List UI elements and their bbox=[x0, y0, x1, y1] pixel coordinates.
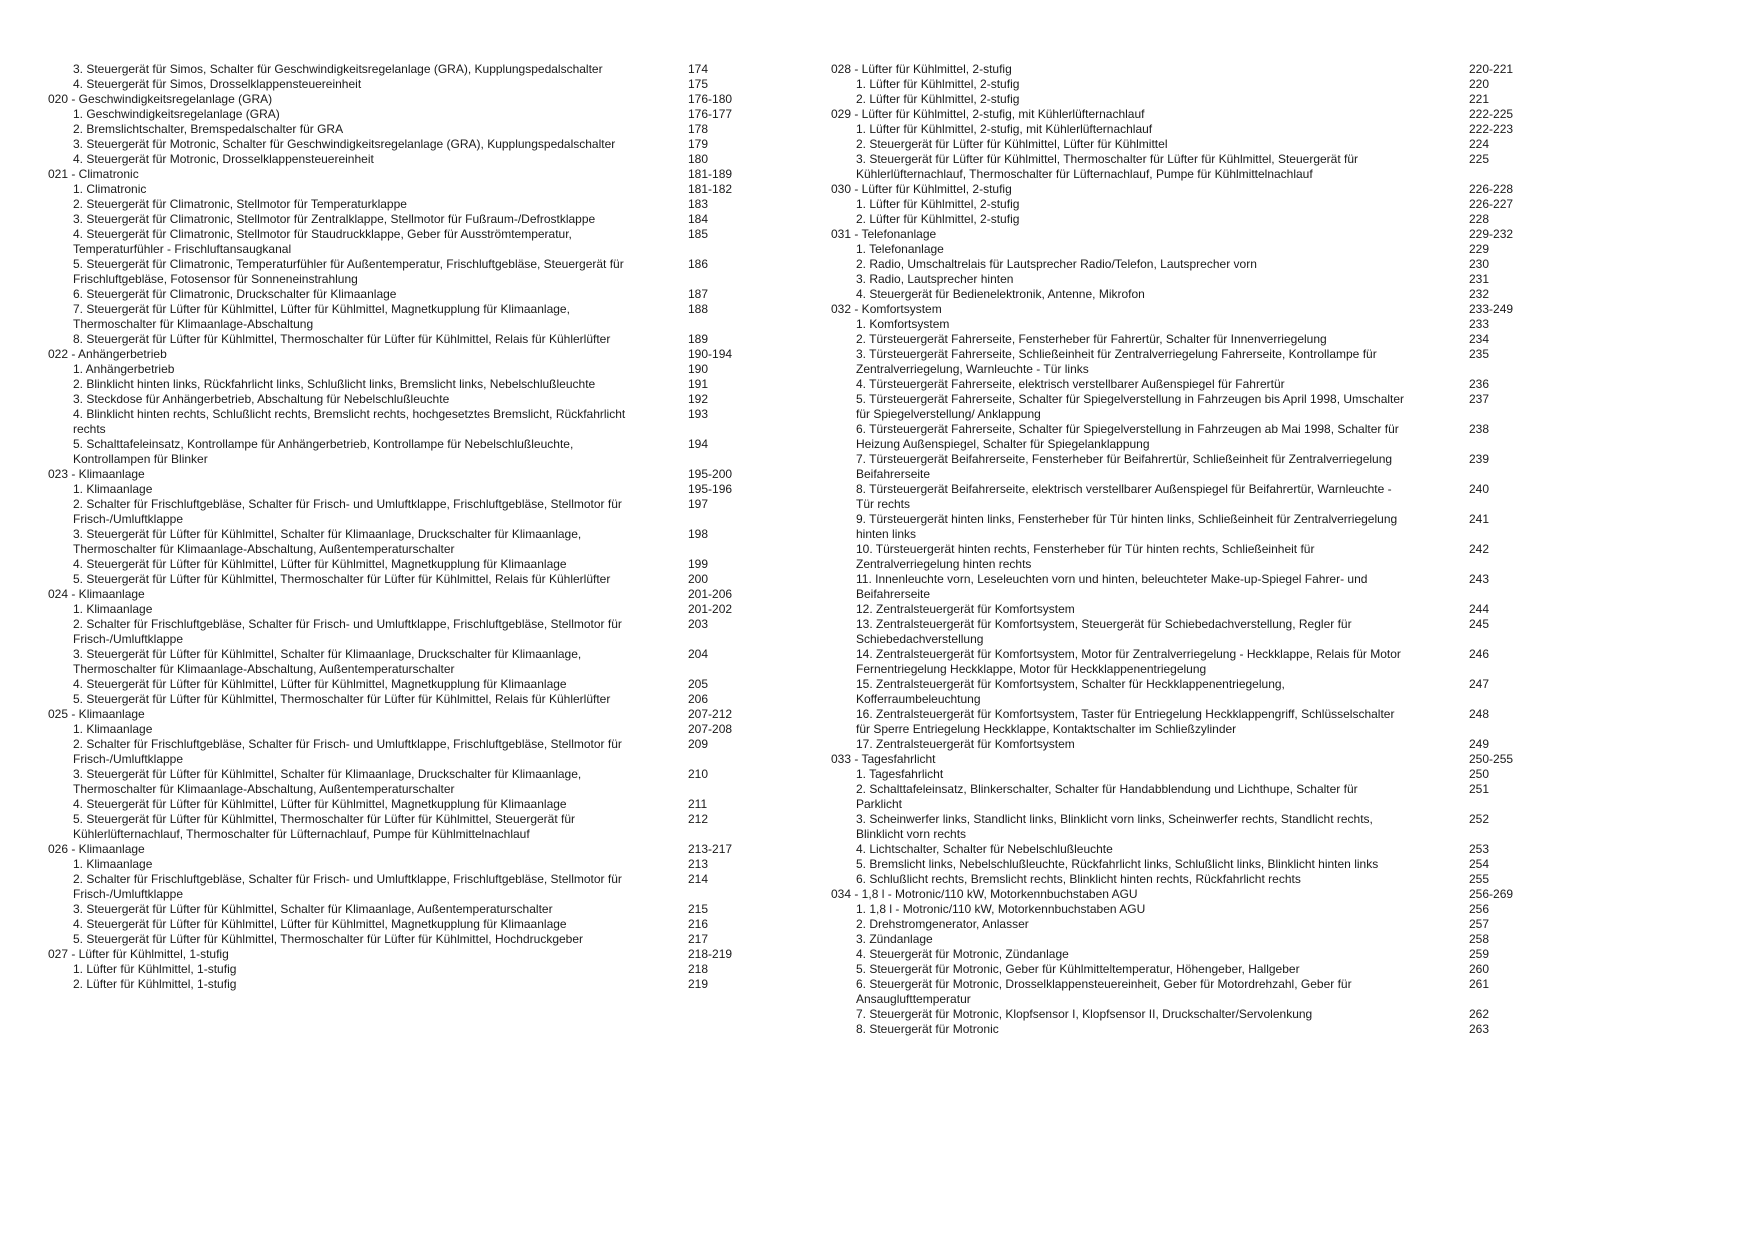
toc-page-number: 203 bbox=[688, 617, 709, 631]
toc-subentry-row[interactable] bbox=[48, 692, 748, 707]
toc-entry-title: 021 - Climatronic bbox=[48, 167, 139, 181]
toc-entry-title: 2. Blinklicht hinten links, Rückfahrlicht links, Schlußlicht links, Bremslicht links, Nebelschlußleuchte bbox=[73, 377, 596, 391]
toc-page-number: 205 bbox=[688, 677, 709, 691]
toc-subentry-row[interactable] bbox=[831, 647, 1531, 677]
toc-page-number: 258 bbox=[1469, 932, 1490, 946]
toc-section-row[interactable] bbox=[48, 467, 748, 482]
toc-entry-title: 3. Steuergerät für Climatronic, Stellmotor für Zentralklappe, Stellmotor für Fußraum-/Defrostklappe bbox=[73, 212, 596, 226]
toc-page-number: 217 bbox=[688, 932, 709, 946]
toc-page-number: 195-196 bbox=[688, 482, 733, 496]
toc-entry-title: 7. Steuergerät für Lüfter für Kühlmittel, Lüfter für Kühlmittel, Magnetkupplung für Klimaanlage, Thermoschalter für Klimaanlage-Abschaltung bbox=[73, 302, 570, 331]
toc-page-number: 237 bbox=[1469, 392, 1490, 406]
toc-page-number: 252 bbox=[1469, 812, 1490, 826]
toc-subentry-row[interactable] bbox=[48, 362, 748, 377]
toc-subentry-row[interactable] bbox=[48, 557, 748, 572]
toc-subentry-row[interactable] bbox=[48, 227, 748, 257]
toc-section-row[interactable] bbox=[48, 92, 748, 107]
toc-subentry-row[interactable] bbox=[48, 977, 748, 992]
toc-subentry-row[interactable] bbox=[831, 572, 1531, 602]
toc-page-number: 192 bbox=[688, 392, 709, 406]
toc-entry-title: 1. Klimaanlage bbox=[73, 482, 153, 496]
toc-subentry-row[interactable] bbox=[48, 407, 748, 437]
toc-entry-title: 2. Radio, Umschaltrelais für Lautsprecher Radio/Telefon, Lautsprecher vorn bbox=[856, 257, 1257, 271]
toc-page-number: 194 bbox=[688, 437, 709, 451]
toc-page-number: 240 bbox=[1469, 482, 1490, 496]
toc-page-number: 212 bbox=[688, 812, 709, 826]
toc-subentry-row[interactable] bbox=[48, 797, 748, 812]
toc-subentry-row[interactable] bbox=[48, 332, 748, 347]
toc-entry-title: 022 - Anhängerbetrieb bbox=[48, 347, 167, 361]
toc-subentry-row[interactable] bbox=[831, 1022, 1531, 1037]
toc-subentry-row[interactable] bbox=[831, 197, 1531, 212]
toc-entry-title: 2. Steuergerät für Lüfter für Kühlmittel, Lüfter für Kühlmittel bbox=[856, 137, 1168, 151]
toc-page-number: 222-223 bbox=[1469, 122, 1514, 136]
toc-entry-title: 11. Innenleuchte vorn, Leseleuchten vorn und hinten, beleuchteter Make-up-Spiegel Fahrer- und Beifahrerseite bbox=[856, 572, 1368, 601]
toc-entry-title: 029 - Lüfter für Kühlmittel, 2-stufig, mit Kühlerlüfternachlauf bbox=[831, 107, 1145, 121]
toc-entry-title: 4. Steuergerät für Motronic, Drosselklappensteuereinheit bbox=[73, 152, 374, 166]
toc-entry-title: 3. Steuergerät für Lüfter für Kühlmittel, Schalter für Klimaanlage, Druckschalter für Klimaanlage, Thermoschalter für Klimaanlage-Abschaltung, Außentemperaturschalter bbox=[73, 527, 582, 556]
toc-subentry-row[interactable] bbox=[831, 347, 1531, 377]
toc-subentry-row[interactable] bbox=[831, 122, 1531, 137]
toc-column-right bbox=[831, 62, 1531, 1037]
toc-page-number: 233-249 bbox=[1469, 302, 1514, 316]
toc-entry-title: 2. Bremslichtschalter, Bremspedalschalter für GRA bbox=[73, 122, 344, 136]
toc-page-number: 226-227 bbox=[1469, 197, 1514, 211]
toc-subentry-row[interactable] bbox=[831, 872, 1531, 887]
toc-subentry-row[interactable] bbox=[48, 857, 748, 872]
toc-entry-title: 1. Lüfter für Kühlmittel, 1-stufig bbox=[73, 962, 237, 976]
toc-subentry-row[interactable] bbox=[831, 782, 1531, 812]
toc-page-number: 191 bbox=[688, 377, 709, 391]
toc-page-number: 229-232 bbox=[1469, 227, 1514, 241]
toc-entry-title: 5. Steuergerät für Lüfter für Kühlmittel, Thermoschalter für Lüfter für Kühlmittel, Hochdruckgeber bbox=[73, 932, 584, 946]
toc-entry-title: 4. Steuergerät für Lüfter für Kühlmittel, Lüfter für Kühlmittel, Magnetkupplung für Klimaanlage bbox=[73, 797, 567, 811]
toc-entry-title: 020 - Geschwindigkeitsregelanlage (GRA) bbox=[48, 92, 273, 106]
toc-subentry-row[interactable] bbox=[48, 437, 748, 467]
toc-page-number: 221 bbox=[1469, 92, 1490, 106]
toc-entry-title: 5. Steuergerät für Lüfter für Kühlmittel, Thermoschalter für Lüfter für Kühlmittel, Steuergerät für Kühlerlüfternachlauf, Thermoschalter für Lüfternachlauf, Pumpe für Kühlmittelnachlauf bbox=[73, 812, 576, 841]
toc-entry-title: 2. Schalter für Frischluftgebläse, Schalter für Frisch- und Umluftklappe, Frischluftgebläse, Stellmotor für Frisch-/Umluftklappe bbox=[73, 737, 622, 766]
toc-entry-title: 4. Türsteuergerät Fahrerseite, elektrisch verstellbarer Außenspiegel für Fahrertür bbox=[856, 377, 1285, 391]
toc-subentry-row[interactable] bbox=[48, 197, 748, 212]
toc-subentry-row[interactable] bbox=[831, 332, 1531, 347]
toc-subentry-row[interactable] bbox=[48, 122, 748, 137]
toc-subentry-row[interactable] bbox=[831, 422, 1531, 452]
toc-entry-title: 1. Klimaanlage bbox=[73, 602, 153, 616]
toc-entry-title: 3. Zündanlage bbox=[856, 932, 933, 946]
toc-entry-title: 3. Steuergerät für Lüfter für Kühlmittel, Schalter für Klimaanlage, Druckschalter für Klimaanlage, Thermoschalter für Klimaanlage-Abschaltung, Außentemperaturschalter bbox=[73, 647, 582, 676]
toc-subentry-row[interactable] bbox=[831, 857, 1531, 872]
toc-page-number: 200 bbox=[688, 572, 709, 586]
toc-page-number: 189 bbox=[688, 332, 709, 346]
toc-page-number: 210 bbox=[688, 767, 709, 781]
toc-subentry-row[interactable] bbox=[831, 902, 1531, 917]
toc-subentry-row[interactable] bbox=[831, 767, 1531, 782]
toc-subentry-row[interactable] bbox=[831, 377, 1531, 392]
toc-subentry-row[interactable] bbox=[831, 617, 1531, 647]
toc-entry-title: 032 - Komfortsystem bbox=[831, 302, 942, 316]
toc-page-number: 197 bbox=[688, 497, 709, 511]
toc-subentry-row[interactable] bbox=[48, 392, 748, 407]
toc-page-number: 259 bbox=[1469, 947, 1490, 961]
toc-section-row[interactable] bbox=[831, 302, 1531, 317]
toc-page-number: 178 bbox=[688, 122, 709, 136]
toc-entry-title: 030 - Lüfter für Kühlmittel, 2-stufig bbox=[831, 182, 1012, 196]
toc-subentry-row[interactable] bbox=[48, 917, 748, 932]
toc-page-number: 219 bbox=[688, 977, 709, 991]
toc-subentry-row[interactable] bbox=[831, 842, 1531, 857]
toc-entry-title: 2. Türsteuergerät Fahrerseite, Fensterheber für Fahrertür, Schalter für Innenverriegelung bbox=[856, 332, 1327, 346]
toc-page-number: 251 bbox=[1469, 782, 1490, 796]
toc-page-number: 206 bbox=[688, 692, 709, 706]
toc-entry-title: 7. Steuergerät für Motronic, Klopfsensor I, Klopfsensor II, Druckschalter/Servolenkung bbox=[856, 1007, 1313, 1021]
toc-subentry-row[interactable] bbox=[831, 947, 1531, 962]
toc-entry-title: 3. Steuergerät für Lüfter für Kühlmittel, Schalter für Klimaanlage, Druckschalter für Klimaanlage, Thermoschalter für Klimaanlage-Abschaltung, Außentemperaturschalter bbox=[73, 767, 582, 796]
toc-subentry-row[interactable] bbox=[48, 482, 748, 497]
toc-page-number: 190 bbox=[688, 362, 709, 376]
toc-page-number: 181-182 bbox=[688, 182, 733, 196]
toc-entry-title: 4. Steuergerät für Lüfter für Kühlmittel, Lüfter für Kühlmittel, Magnetkupplung für Klimaanlage bbox=[73, 557, 567, 571]
toc-page-number: 185 bbox=[688, 227, 709, 241]
toc-subentry-row[interactable] bbox=[831, 272, 1531, 287]
toc-entry-title: 2. Lüfter für Kühlmittel, 1-stufig bbox=[73, 977, 237, 991]
toc-page-number: 216 bbox=[688, 917, 709, 931]
toc-entry-title: 023 - Klimaanlage bbox=[48, 467, 145, 481]
toc-entry-title: 12. Zentralsteuergerät für Komfortsystem bbox=[856, 602, 1075, 616]
toc-entry-title: 1. Lüfter für Kühlmittel, 2-stufig bbox=[856, 197, 1020, 211]
toc-subentry-row[interactable] bbox=[831, 482, 1531, 512]
toc-subentry-row[interactable] bbox=[831, 932, 1531, 947]
toc-entry-title: 4. Blinklicht hinten rechts, Schlußlicht rechts, Bremslicht rechts, hochgesetztes Bremslicht, Rückfahrlicht rechts bbox=[73, 407, 626, 436]
toc-subentry-row[interactable] bbox=[831, 707, 1531, 737]
toc-entry-title: 3. Steuergerät für Simos, Schalter für Geschwindigkeitsregelanlage (GRA), Kupplungspedalschalter bbox=[73, 62, 603, 76]
toc-entry-title: 8. Steuergerät für Motronic bbox=[856, 1022, 999, 1036]
toc-subentry-row[interactable] bbox=[48, 497, 748, 527]
toc-page-number: 179 bbox=[688, 137, 709, 151]
toc-entry-title: 1. Geschwindigkeitsregelanlage (GRA) bbox=[73, 107, 280, 121]
toc-subentry-row[interactable] bbox=[48, 932, 748, 947]
toc-entry-title: 2. Schalttafeleinsatz, Blinkerschalter, Schalter für Handabblendung und Lichthupe, Schalter für Parklicht bbox=[856, 782, 1358, 811]
toc-page-number: 244 bbox=[1469, 602, 1490, 616]
toc-page-number: 193 bbox=[688, 407, 709, 421]
toc-page-number: 260 bbox=[1469, 962, 1490, 976]
toc-page-number: 245 bbox=[1469, 617, 1490, 631]
toc-entry-title: 3. Steckdose für Anhängerbetrieb, Abschaltung für Nebelschlußleuchte bbox=[73, 392, 450, 406]
toc-section-row[interactable] bbox=[831, 62, 1531, 77]
toc-subentry-row[interactable] bbox=[48, 377, 748, 392]
toc-page-number: 174 bbox=[688, 62, 709, 76]
toc-subentry-row[interactable] bbox=[831, 212, 1531, 227]
toc-subentry-row[interactable] bbox=[831, 242, 1531, 257]
toc-page-number: 246 bbox=[1469, 647, 1490, 661]
toc-entry-title: 10. Türsteuergerät hinten rechts, Fensterheber für Tür hinten rechts, Schließeinheit für Zentralverriegelung hinten rechts bbox=[856, 542, 1315, 571]
toc-page-number: 215 bbox=[688, 902, 709, 916]
toc-page-number: 175 bbox=[688, 77, 709, 91]
toc-page-number: 188 bbox=[688, 302, 709, 316]
toc-subentry-row[interactable] bbox=[831, 1007, 1531, 1022]
toc-subentry-row[interactable] bbox=[831, 812, 1531, 842]
toc-page-number: 201-206 bbox=[688, 587, 733, 601]
toc-entry-title: 3. Scheinwerfer links, Standlicht links, Blinklicht vorn links, Scheinwerfer rechts, Standlicht rechts, Blinklicht vorn rechts bbox=[856, 812, 1373, 841]
toc-subentry-row[interactable] bbox=[831, 317, 1531, 332]
toc-subentry-row[interactable] bbox=[48, 137, 748, 152]
toc-section-row[interactable] bbox=[48, 347, 748, 362]
toc-section-row[interactable] bbox=[48, 842, 748, 857]
toc-page-number: 176-177 bbox=[688, 107, 733, 121]
toc-subentry-row[interactable] bbox=[48, 62, 748, 77]
toc-page-number: 207-212 bbox=[688, 707, 733, 721]
toc-entry-title: 6. Türsteuergerät Fahrerseite, Schalter für Spiegelverstellung in Fahrzeugen ab Mai 1998, Schalter für Heizung Außenspiegel, Schalter für Spiegelanklappung bbox=[856, 422, 1399, 451]
toc-subentry-row[interactable] bbox=[48, 257, 748, 287]
toc-page-number: 226-228 bbox=[1469, 182, 1514, 196]
toc-page-number: 218 bbox=[688, 962, 709, 976]
toc-subentry-row[interactable] bbox=[831, 92, 1531, 107]
toc-subentry-row[interactable] bbox=[48, 962, 748, 977]
toc-entry-title: 028 - Lüfter für Kühlmittel, 2-stufig bbox=[831, 62, 1012, 76]
toc-page-number: 218-219 bbox=[688, 947, 733, 961]
toc-subentry-row[interactable] bbox=[831, 737, 1531, 752]
toc-subentry-row[interactable] bbox=[48, 152, 748, 167]
toc-subentry-row[interactable] bbox=[831, 977, 1531, 1007]
toc-page-number: 234 bbox=[1469, 332, 1490, 346]
toc-entry-title: 14. Zentralsteuergerät für Komfortsystem, Motor für Zentralverriegelung - Heckklappe, Relais für Motor Fernentriegelung Heckklappe, Motor für Heckklappenentriegelung bbox=[856, 647, 1401, 676]
toc-column-left bbox=[48, 62, 748, 992]
toc-entry-title: 16. Zentralsteuergerät für Komfortsystem, Taster für Entriegelung Heckklappengriff, Schlüsselschalter für Sperre Entriegelung Heckklappe, Kontaktschalter im Schließzylinder bbox=[856, 707, 1395, 736]
toc-entry-title: 4. Lichtschalter, Schalter für Nebelschlußleuchte bbox=[856, 842, 1113, 856]
toc-page-number: 241 bbox=[1469, 512, 1490, 526]
toc-page-number: 224 bbox=[1469, 137, 1490, 151]
toc-entry-title: 2. Drehstromgenerator, Anlasser bbox=[856, 917, 1029, 931]
toc-entry-title: 1. Anhängerbetrieb bbox=[73, 362, 175, 376]
toc-page-number: 186 bbox=[688, 257, 709, 271]
toc-subentry-row[interactable] bbox=[48, 617, 748, 647]
toc-page-number: 256-269 bbox=[1469, 887, 1514, 901]
toc-entry-title: 5. Steuergerät für Motronic, Geber für Kühlmitteltemperatur, Höhengeber, Hallgeber bbox=[856, 962, 1300, 976]
toc-entry-title: 4. Steuergerät für Motronic, Zündanlage bbox=[856, 947, 1069, 961]
toc-page-number: 261 bbox=[1469, 977, 1490, 991]
toc-subentry-row[interactable] bbox=[48, 677, 748, 692]
toc-section-row[interactable] bbox=[831, 107, 1531, 122]
toc-page-number: 250 bbox=[1469, 767, 1490, 781]
toc-subentry-row[interactable] bbox=[48, 527, 748, 557]
toc-page-number: 263 bbox=[1469, 1022, 1490, 1036]
toc-entry-title: 7. Türsteuergerät Beifahrerseite, Fensterheber für Beifahrertür, Schließeinheit für Zentralverriegelung Beifahrerseite bbox=[856, 452, 1393, 481]
toc-entry-title: 1. 1,8 l - Motronic/110 kW, Motorkennbuchstaben AGU bbox=[856, 902, 1146, 916]
toc-entry-title: 5. Türsteuergerät Fahrerseite, Schalter für Spiegelverstellung in Fahrzeugen bis April 1998, Umschalter für Spiegelverstellung/ Anklappung bbox=[856, 392, 1405, 421]
toc-entry-title: 024 - Klimaanlage bbox=[48, 587, 145, 601]
toc-subentry-row[interactable] bbox=[48, 902, 748, 917]
toc-subentry-row[interactable] bbox=[48, 602, 748, 617]
toc-page-number: 254 bbox=[1469, 857, 1490, 871]
toc-page-number: 213 bbox=[688, 857, 709, 871]
toc-subentry-row[interactable] bbox=[831, 257, 1531, 272]
toc-subentry-row[interactable] bbox=[831, 677, 1531, 707]
toc-subentry-row[interactable] bbox=[48, 287, 748, 302]
toc-entry-title: 4. Steuergerät für Simos, Drosselklappensteuereinheit bbox=[73, 77, 362, 91]
toc-page-number: 187 bbox=[688, 287, 709, 301]
toc-subentry-row[interactable] bbox=[48, 212, 748, 227]
toc-subentry-row[interactable] bbox=[831, 77, 1531, 92]
toc-page-number: 184 bbox=[688, 212, 709, 226]
toc-entry-title: 1. Lüfter für Kühlmittel, 2-stufig, mit Kühlerlüfternachlauf bbox=[856, 122, 1153, 136]
toc-entry-title: 9. Türsteuergerät hinten links, Fensterheber für Tür hinten links, Schließeinheit für Zentralverriegelung hinten links bbox=[856, 512, 1398, 541]
toc-entry-title: 8. Steuergerät für Lüfter für Kühlmittel, Thermoschalter für Lüfter für Kühlmittel, Relais für Kühlerlüfter bbox=[73, 332, 611, 346]
toc-subentry-row[interactable] bbox=[831, 152, 1531, 182]
toc-entry-title: 1. Klimaanlage bbox=[73, 857, 153, 871]
toc-subentry-row[interactable] bbox=[48, 77, 748, 92]
toc-page-number: 228 bbox=[1469, 212, 1490, 226]
toc-section-row[interactable] bbox=[831, 887, 1531, 902]
toc-section-row[interactable] bbox=[48, 707, 748, 722]
toc-entry-title: 2. Lüfter für Kühlmittel, 2-stufig bbox=[856, 212, 1020, 226]
toc-page-number: 225 bbox=[1469, 152, 1490, 166]
toc-entry-title: 3. Steuergerät für Motronic, Schalter für Geschwindigkeitsregelanlage (GRA), Kupplungspedalschalter bbox=[73, 137, 616, 151]
toc-page-number: 183 bbox=[688, 197, 709, 211]
toc-page-number: 262 bbox=[1469, 1007, 1490, 1021]
toc-entry-title: 1. Komfortsystem bbox=[856, 317, 950, 331]
toc-subentry-row[interactable] bbox=[831, 392, 1531, 422]
toc-entry-title: 15. Zentralsteuergerät für Komfortsystem, Schalter für Heckklappenentriegelung, Kofferraumbeleuchtung bbox=[856, 677, 1285, 706]
toc-entry-title: 4. Steuergerät für Lüfter für Kühlmittel, Lüfter für Kühlmittel, Magnetkupplung für Klimaanlage bbox=[73, 917, 567, 931]
toc-section-row[interactable] bbox=[831, 182, 1531, 197]
toc-page-number: 214 bbox=[688, 872, 709, 886]
toc-page-number: 257 bbox=[1469, 917, 1490, 931]
toc-page-number: 201-202 bbox=[688, 602, 733, 616]
toc-section-row[interactable] bbox=[831, 227, 1531, 242]
toc-entry-title: 2. Schalter für Frischluftgebläse, Schalter für Frisch- und Umluftklappe, Frischluftgebläse, Stellmotor für Frisch-/Umluftklappe bbox=[73, 617, 622, 646]
toc-page-number: 199 bbox=[688, 557, 709, 571]
toc-page-number: 181-189 bbox=[688, 167, 733, 181]
toc-entry-title: 3. Türsteuergerät Fahrerseite, Schließeinheit für Zentralverriegelung Fahrerseite, Kontrollampe für Zentralverriegelung, Warnleuchte - Tür links bbox=[856, 347, 1377, 376]
toc-subentry-row[interactable] bbox=[48, 107, 748, 122]
toc-subentry-row[interactable] bbox=[48, 722, 748, 737]
toc-page-number: 209 bbox=[688, 737, 709, 751]
toc-subentry-row[interactable] bbox=[48, 872, 748, 902]
toc-page-number: 190-194 bbox=[688, 347, 733, 361]
toc-page-number: 229 bbox=[1469, 242, 1490, 256]
toc-section-row[interactable] bbox=[831, 752, 1531, 767]
toc-entry-title: 5. Bremslicht links, Nebelschlußleuchte, Rückfahrlicht links, Schlußlicht links, Blinklicht hinten links bbox=[856, 857, 1379, 871]
toc-page-number: 222-225 bbox=[1469, 107, 1514, 121]
toc-entry-title: 031 - Telefonanlage bbox=[831, 227, 937, 241]
toc-entry-title: 1. Telefonanlage bbox=[856, 242, 944, 256]
toc-entry-title: 2. Steuergerät für Climatronic, Stellmotor für Temperaturklappe bbox=[73, 197, 407, 211]
toc-entry-title: 1. Climatronic bbox=[73, 182, 147, 196]
toc-page-number: 195-200 bbox=[688, 467, 733, 481]
toc-subentry-row[interactable] bbox=[48, 812, 748, 842]
toc-entry-title: 13. Zentralsteuergerät für Komfortsystem, Steuergerät für Schiebedachverstellung, Regler für Schiebedachverstellung bbox=[856, 617, 1352, 646]
toc-subentry-row[interactable] bbox=[831, 512, 1531, 542]
toc-page-number: 198 bbox=[688, 527, 709, 541]
toc-page-number: 238 bbox=[1469, 422, 1490, 436]
toc-page-number: 248 bbox=[1469, 707, 1490, 721]
toc-page-number: 247 bbox=[1469, 677, 1490, 691]
toc-entry-title: 5. Steuergerät für Climatronic, Temperaturfühler für Außentemperatur, Frischluftgebläse, Steuergerät für Frischluftgebläse, Fotosensor für Sonneneinstrahlung bbox=[73, 257, 624, 286]
toc-page-number: 207-208 bbox=[688, 722, 733, 736]
toc-page-number: 231 bbox=[1469, 272, 1490, 286]
toc-entry-title: 027 - Lüfter für Kühlmittel, 1-stufig bbox=[48, 947, 229, 961]
toc-entry-title: 025 - Klimaanlage bbox=[48, 707, 145, 721]
toc-entry-title: 6. Steuergerät für Climatronic, Druckschalter für Klimaanlage bbox=[73, 287, 397, 301]
toc-entry-title: 033 - Tagesfahrlicht bbox=[831, 752, 936, 766]
toc-entry-title: 4. Steuergerät für Bedienelektronik, Antenne, Mikrofon bbox=[856, 287, 1145, 301]
toc-section-row[interactable] bbox=[48, 947, 748, 962]
toc-page-number: 233 bbox=[1469, 317, 1490, 331]
toc-page-number: 180 bbox=[688, 152, 709, 166]
toc-page-number: 253 bbox=[1469, 842, 1490, 856]
toc-page-number: 230 bbox=[1469, 257, 1490, 271]
toc-entry-title: 3. Radio, Lautsprecher hinten bbox=[856, 272, 1014, 286]
toc-entry-title: 3. Steuergerät für Lüfter für Kühlmittel, Thermoschalter für Lüfter für Kühlmittel, Steuergerät für Kühlerlüfternachlauf, Thermoschalter für Lüfternachlauf, Pumpe für Kühlmittelnachlauf bbox=[856, 152, 1359, 181]
toc-entry-title: 4. Steuergerät für Lüfter für Kühlmittel, Lüfter für Kühlmittel, Magnetkupplung für Klimaanlage bbox=[73, 677, 567, 691]
toc-entry-title: 8. Türsteuergerät Beifahrerseite, elektrisch verstellbarer Außenspiegel für Beifahrertür, Warnleuchte - Tür rechts bbox=[856, 482, 1392, 511]
toc-entry-title: 6. Schlußlicht rechts, Bremslicht rechts, Blinklicht hinten rechts, Rückfahrlicht rechts bbox=[856, 872, 1301, 886]
toc-subentry-row[interactable] bbox=[48, 737, 748, 767]
toc-section-row[interactable] bbox=[48, 167, 748, 182]
toc-subentry-row[interactable] bbox=[831, 452, 1531, 482]
toc-page-number: 242 bbox=[1469, 542, 1490, 556]
toc-page-number: 176-180 bbox=[688, 92, 733, 106]
toc-page-number: 239 bbox=[1469, 452, 1490, 466]
toc-subentry-row[interactable] bbox=[831, 137, 1531, 152]
toc-page-number: 250-255 bbox=[1469, 752, 1514, 766]
toc-entry-title: 6. Steuergerät für Motronic, Drosselklappensteuereinheit, Geber für Motordrehzahl, Geber für Ansauglufttemperatur bbox=[856, 977, 1352, 1006]
toc-page-number: 204 bbox=[688, 647, 709, 661]
toc-entry-title: 5. Steuergerät für Lüfter für Kühlmittel, Thermoschalter für Lüfter für Kühlmittel, Relais für Kühlerlüfter bbox=[73, 572, 611, 586]
toc-entry-title: 2. Schalter für Frischluftgebläse, Schalter für Frisch- und Umluftklappe, Frischluftgebläse, Stellmotor für Frisch-/Umluftklappe bbox=[73, 497, 622, 526]
toc-entry-title: 1. Klimaanlage bbox=[73, 722, 153, 736]
toc-entry-title: 026 - Klimaanlage bbox=[48, 842, 145, 856]
toc-page-number: 249 bbox=[1469, 737, 1490, 751]
toc-entry-title: 5. Steuergerät für Lüfter für Kühlmittel, Thermoschalter für Lüfter für Kühlmittel, Relais für Kühlerlüfter bbox=[73, 692, 611, 706]
toc-page-number: 256 bbox=[1469, 902, 1490, 916]
toc-subentry-row[interactable] bbox=[831, 542, 1531, 572]
toc-subentry-row[interactable] bbox=[48, 302, 748, 332]
toc-page-number: 235 bbox=[1469, 347, 1490, 361]
toc-subentry-row[interactable] bbox=[831, 287, 1531, 302]
toc-entry-title: 1. Tagesfahrlicht bbox=[856, 767, 944, 781]
toc-section-row[interactable] bbox=[48, 587, 748, 602]
toc-page-number: 236 bbox=[1469, 377, 1490, 391]
toc-subentry-row[interactable] bbox=[831, 962, 1531, 977]
toc-entry-title: 2. Lüfter für Kühlmittel, 2-stufig bbox=[856, 92, 1020, 106]
toc-page-number: 220-221 bbox=[1469, 62, 1514, 76]
toc-entry-title: 4. Steuergerät für Climatronic, Stellmotor für Staudruckklappe, Geber für Ausströmtemperatur, Temperaturfühler - Frischluftansaugkanal bbox=[73, 227, 572, 256]
toc-subentry-row[interactable] bbox=[48, 182, 748, 197]
toc-page-number: 213-217 bbox=[688, 842, 733, 856]
toc-page-number: 255 bbox=[1469, 872, 1490, 886]
toc-subentry-row[interactable] bbox=[831, 602, 1531, 617]
toc-entry-title: 2. Schalter für Frischluftgebläse, Schalter für Frisch- und Umluftklappe, Frischluftgebläse, Stellmotor für Frisch-/Umluftklappe bbox=[73, 872, 622, 901]
toc-entry-title: 5. Schalttafeleinsatz, Kontrollampe für Anhängerbetrieb, Kontrollampe für Nebelschlußleuchte, Kontrollampen für Blinker bbox=[73, 437, 574, 466]
toc-entry-title: 17. Zentralsteuergerät für Komfortsystem bbox=[856, 737, 1075, 751]
toc-entry-title: 034 - 1,8 l - Motronic/110 kW, Motorkennbuchstaben AGU bbox=[831, 887, 1138, 901]
toc-page-number: 220 bbox=[1469, 77, 1490, 91]
toc-subentry-row[interactable] bbox=[48, 647, 748, 677]
toc-entry-title: 3. Steuergerät für Lüfter für Kühlmittel, Schalter für Klimaanlage, Außentemperaturschalter bbox=[73, 902, 553, 916]
toc-page-number: 243 bbox=[1469, 572, 1490, 586]
toc-entry-title: 1. Lüfter für Kühlmittel, 2-stufig bbox=[856, 77, 1020, 91]
toc-page-number: 232 bbox=[1469, 287, 1490, 301]
toc-subentry-row[interactable] bbox=[48, 767, 748, 797]
toc-subentry-row[interactable] bbox=[48, 572, 748, 587]
toc-subentry-row[interactable] bbox=[831, 917, 1531, 932]
toc-page-number: 211 bbox=[688, 797, 708, 811]
